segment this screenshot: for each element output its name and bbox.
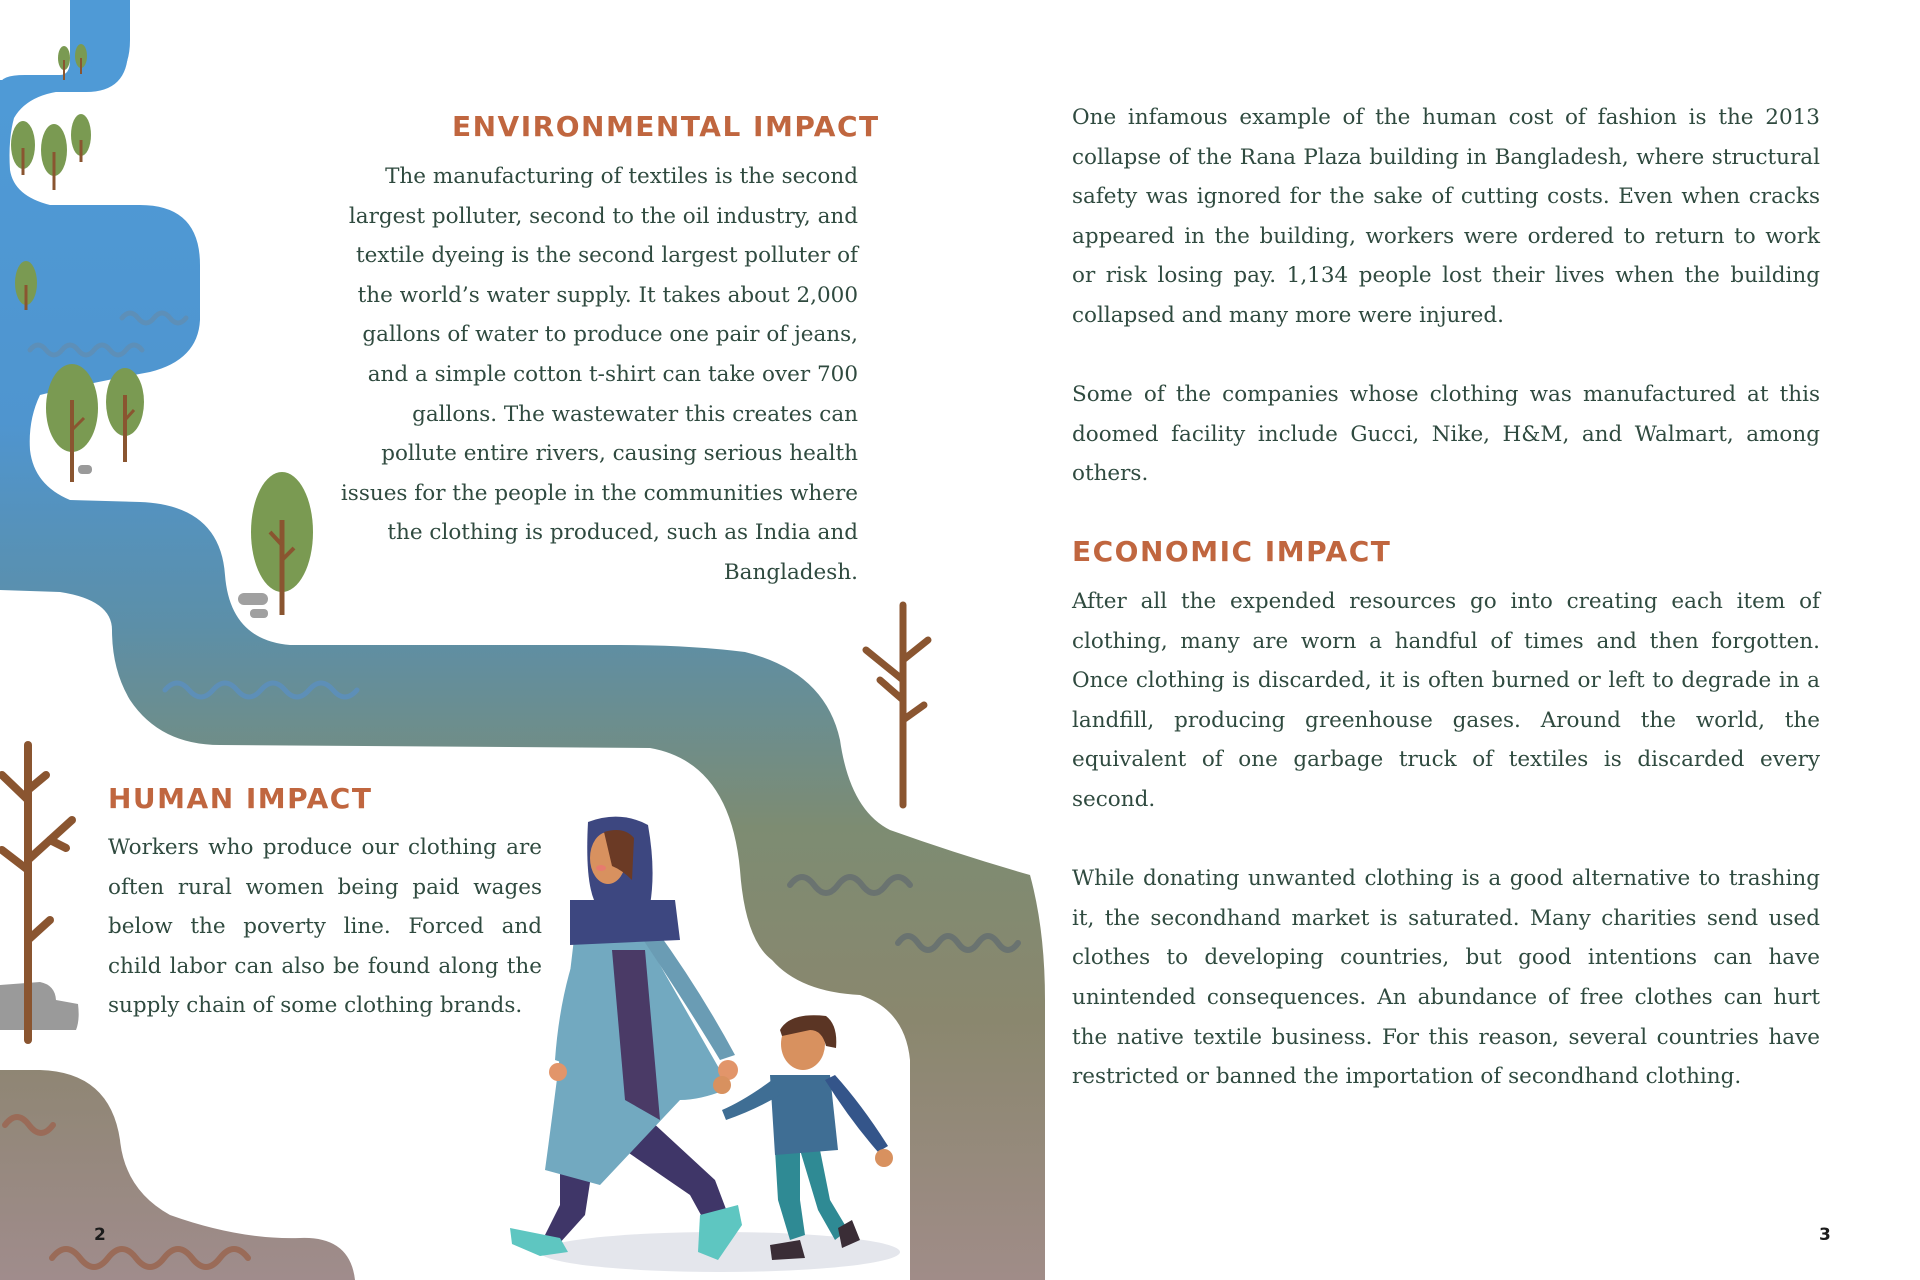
environmental-heading: ENVIRONMENTAL IMPACT	[452, 110, 880, 143]
page-number-right: 3	[1819, 1225, 1831, 1245]
secondhand-paragraph: While donating unwanted clothing is a good alternative to trashing it, the secondhand market is saturated. Many charities send used clothes to developing countries, but good intentions can have unintended consequences. An abundance of free clothes can hurt the native textile business. For this reason, several countries have restricted or banned the importation of secondhand clothing.	[1072, 866, 1820, 1090]
economic-paragraph: After all the expended resources go into creating each item of clothing, many are worn a handful of times and then forgotten. Once clothing is discarded, it is often burned or left to degrade in a landfill, producing greenhouse gases. Around the world, the equivalent of one garbage truck of textiles is discarded every second.	[1072, 589, 1820, 812]
rana-plaza-section	[1072, 98, 1820, 494]
economic-section	[1072, 582, 1820, 1097]
tree-icon	[11, 114, 91, 190]
companies-paragraph: Some of the companies whose clothing was manufactured at this doomed facility include Gucci, Nike, H&M, and Walmart, among others.	[1072, 382, 1820, 487]
human-heading: HUMAN IMPACT	[108, 782, 373, 815]
bare-branch-icon	[866, 605, 928, 805]
page-number-left: 2	[94, 1225, 106, 1245]
environmental-body: The manufacturing of textiles is the second largest polluter, second to the oil industry, and textile dyeing is the second largest polluter of the world’s water supply. It takes about 2,000 gallons of water to produce one pair of jeans, and a simple cotton t-shirt can take over 700 gallons. The wastewater this creates can pollute entire rivers, causing serious health issues for the people in the communities where the clothing is produced, such as India and Bangladesh.	[340, 164, 858, 585]
human-body: Workers who produce our clothing are often rural women being paid wages below the poverty line. Forced and child labor can also be found along the supply chain of some clothing brands.	[108, 835, 542, 1019]
rana-plaza-paragraph: One infamous example of the human cost of fashion is the 2013 collapse of the Rana Plaza building in Bangladesh, where structural safety was ignored for the sake of cutting costs. Even when cracks appeared in the building, workers were ordered to return to work or risk losing pay. 1,134 people lost their lives when the building collapsed and many more were injured.	[1072, 105, 1820, 328]
economic-heading: ECONOMIC IMPACT	[1072, 535, 1392, 568]
